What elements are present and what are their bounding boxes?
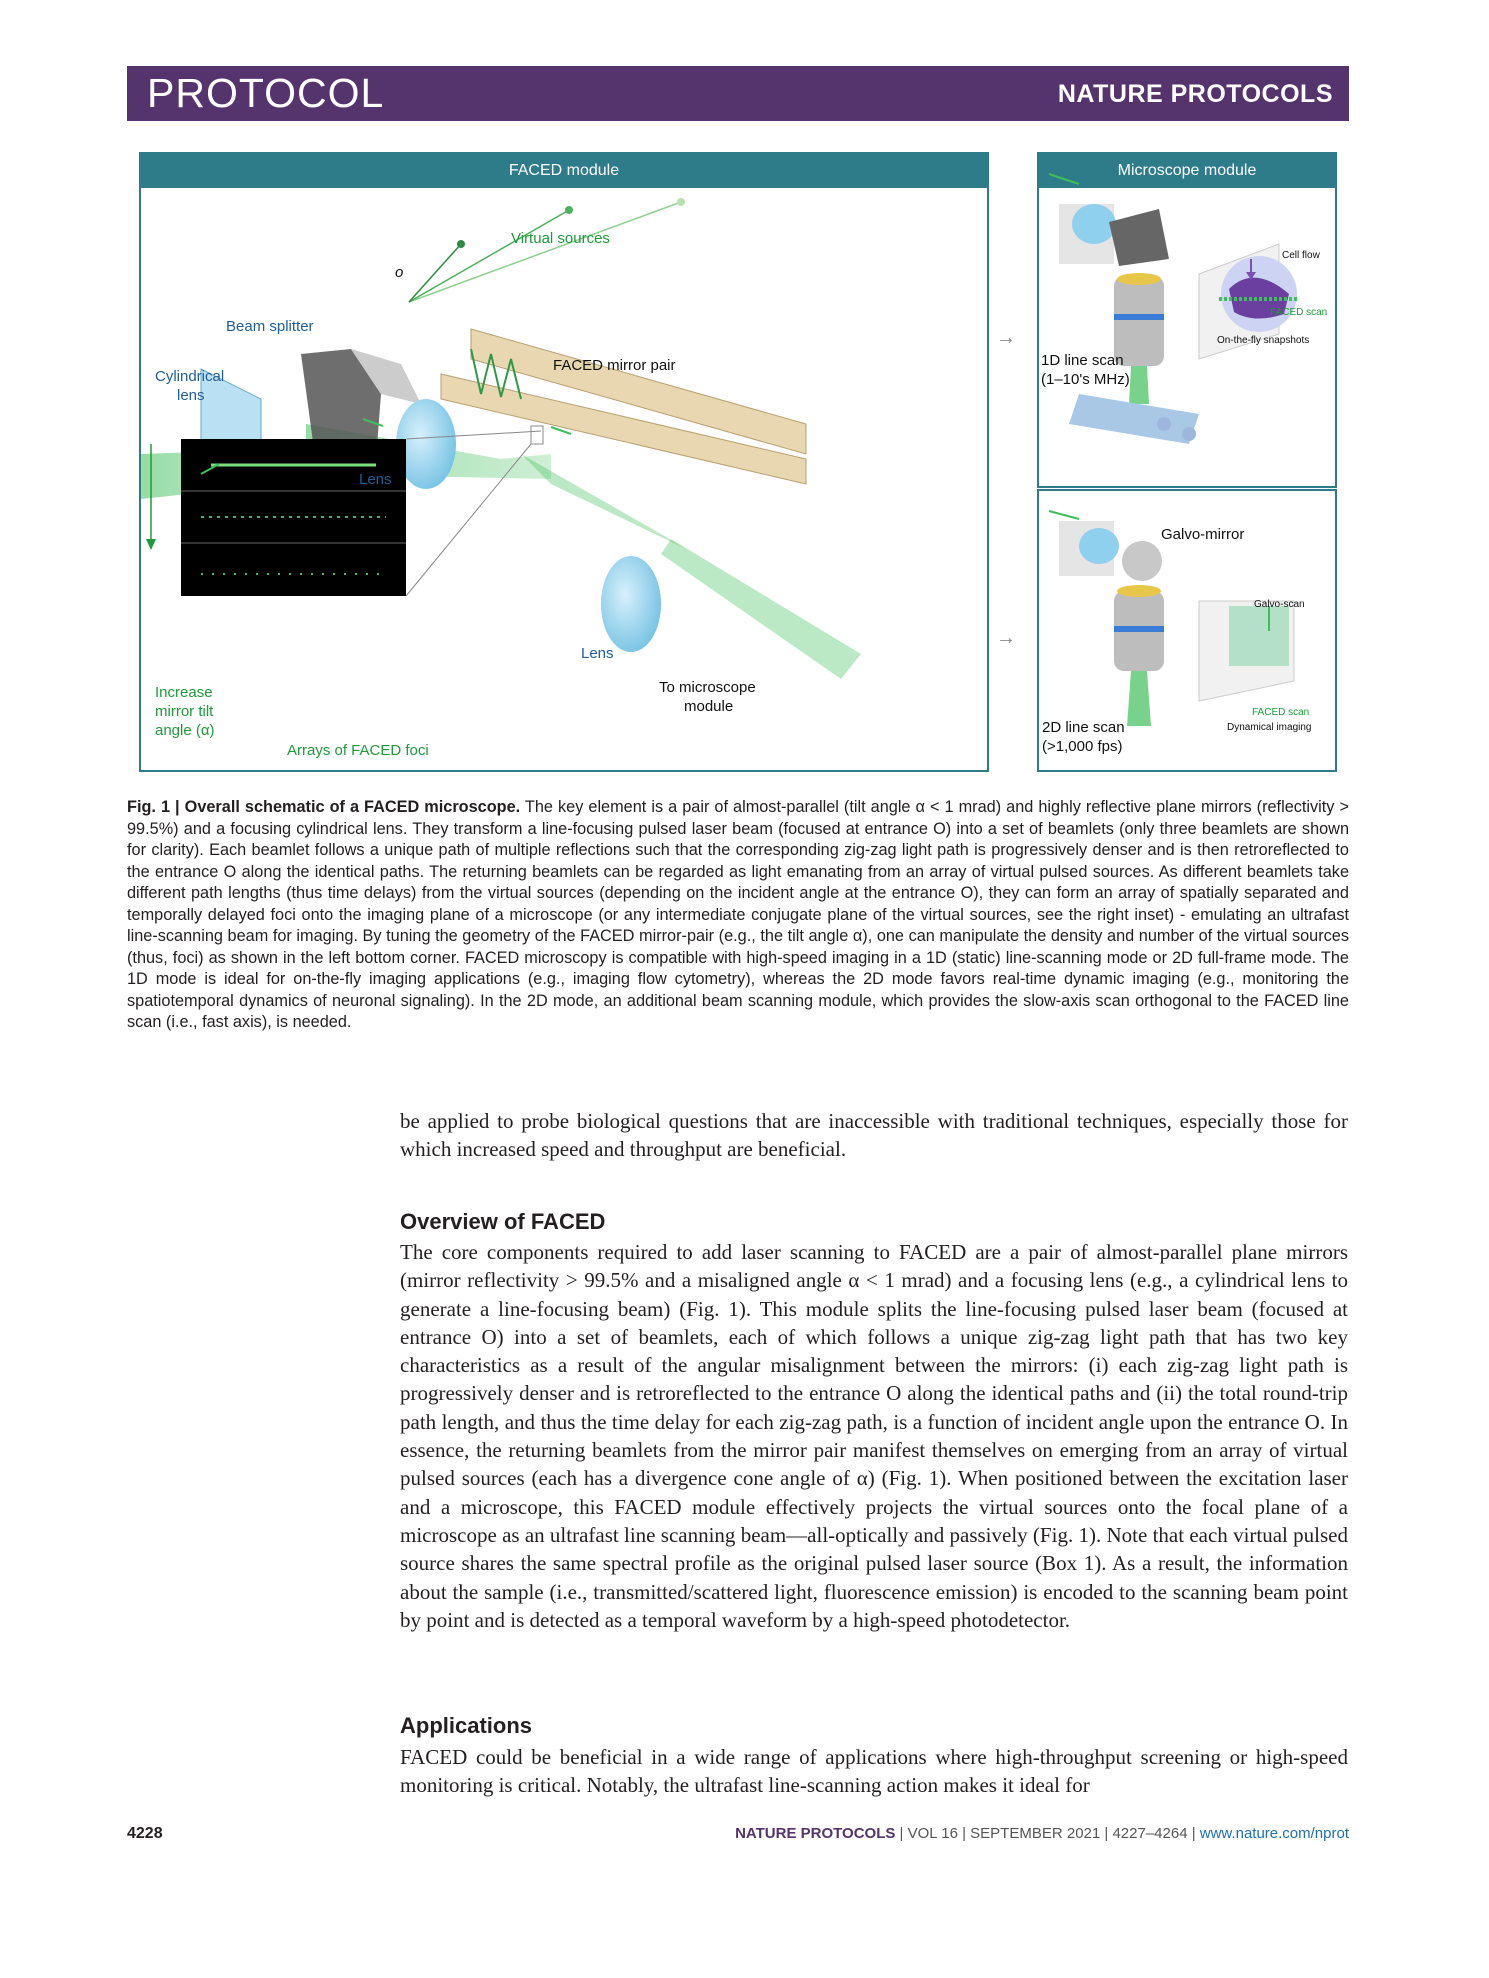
microscope-1d-panel (1037, 152, 1337, 488)
figure-caption (127, 797, 1349, 1034)
snapshots-label: On-the-fly snapshots (1217, 335, 1310, 346)
virtual-sources-label: Virtual sources (511, 230, 610, 247)
mode-1d-rate: (1–10's MHz) (1041, 371, 1130, 388)
footer-volume: | VOL 16 | SEPTEMBER 2021 | 4227–4264 | (895, 1825, 1200, 1842)
lens-2-label: Lens (581, 645, 614, 662)
foci-image (181, 439, 406, 596)
microscope-1d-drawing (1039, 154, 1335, 486)
article-type-label: PROTOCOL (147, 70, 385, 116)
mode-1d-label: 1D line scan (1041, 352, 1124, 369)
faced-module-panel (139, 152, 989, 772)
output-beam (661, 539, 861, 679)
foci-array-label: Arrays of FACED foci (287, 742, 429, 759)
increase-label-2: mirror tilt (155, 703, 214, 720)
increase-label-3: angle (α) (155, 722, 215, 739)
to-microscope-label-1: To microscope (659, 679, 756, 696)
faced-scan-label-2d: FACED scan (1252, 707, 1310, 718)
lens-2 (601, 556, 661, 652)
beam-splitter-label: Beam splitter (226, 318, 314, 335)
lens-1-label: Lens (359, 471, 392, 488)
figure-label: Fig. 1 | Overall schematic of a FACED microscope. (127, 798, 521, 816)
page-number: 4228 (127, 1825, 163, 1842)
mode-2d-label: 2D line scan (1042, 719, 1125, 736)
cell-flow-label: Cell flow (1282, 250, 1320, 261)
mode-2d-rate: (>1,000 fps) (1042, 738, 1123, 755)
dynamical-label: Dynamical imaging (1227, 722, 1312, 733)
arrow-icon: → (996, 627, 1016, 649)
applications-paragraph: FACED could be beneficial in a wide range of applications where high-throughput screening or high-speed monitoring is critical. Notably, the ultrafast line-scanning action makes it ideal for (400, 1745, 1348, 1798)
microscope-module-title: Microscope module (1039, 154, 1335, 188)
galvo-mirror (1122, 541, 1162, 581)
journal-banner (127, 66, 1349, 121)
cylindrical-lens-label-2: lens (177, 387, 205, 404)
overview-heading: Overview of FACED (400, 1209, 606, 1234)
overview-paragraph: The core components required to add laser scanning to FACED are a pair of almost-parallel plane mirrors (mirror reflectivity > 99.5% and a misaligned angle α < 1 mrad) and a focusing lens (e.g., a cylindrical lens to generate a line-focusing beam) (Fig. 1). This module splits the line-focusing pulsed laser beam (focused at entrance O) into a set of beamlets, each of which follows a unique zig-zag light path that has two key characteristics as a result of the angular misalignment between the mirrors: (i) each zig-zag light path is progressively denser and is retroreflected to the entrance O along the identical paths and (ii) the total round-trip path length, and thus the time delay for each zig-zag path, is a function of incident angle upon the entrance O. In essence, the returning beamlets from the mirror pair manifest themselves on emerging from an array of virtual pulsed sources (each has a divergence cone angle of α) (Fig. 1). When positioned between the excitation laser and a microscope, this FACED module effectively projects the virtual sources onto the focal plane of a microscope as an ultrafast line scanning beam—all-optically and passively (Fig. 1). Note that each virtual pulsed source shares the same spectral profile as the original pulsed laser source (Box 1). As a result, the information about the sample (i.e., transmitted/scattered light, fluorescence emission) is encoded to the scanning beam point by point and is detected as a temporal waveform by a high-speed photodetector. (400, 1240, 1348, 1632)
virtual-source-2 (565, 206, 573, 214)
applications-heading: Applications (400, 1713, 533, 1738)
footer-journal: NATURE PROTOCOLS (735, 1825, 896, 1842)
faced-scan-label: FACED scan (1270, 307, 1328, 318)
origin-label: o (395, 264, 404, 281)
focus-beam (521, 454, 686, 549)
footer-citation (735, 1825, 1349, 1842)
arrow-icon: → (996, 327, 1016, 349)
increase-label-1: Increase (155, 684, 213, 701)
galvo-scan-label: Galvo-scan (1254, 599, 1305, 610)
virtual-source-3 (677, 198, 685, 206)
galvo-scan-grid (1229, 606, 1289, 666)
mirror-pair-label: FACED mirror pair (553, 357, 676, 374)
to-microscope-label-2: module (684, 698, 734, 715)
faced-module-title: FACED module (141, 154, 987, 188)
journal-name: NATURE PROTOCOLS (1057, 80, 1333, 108)
caption-text: The key element is a pair of almost-parallel (tilt angle α < 1 mrad) and highly reflective plane mirrors (reflectivity > 99.5%) and a focusing cylindrical lens. They transform a line-focusing pulsed laser beam (focused at entrance O) into a set of beamlets (only three beamlets are shown for clarity). Each beamlet follows a unique path of multiple reflections such that the corresponding zig-zag light path is progressively denser and is then retroreflected to the entrance O along the identical paths. The returning beamlets can be regarded as light emanating from an array of virtual pulsed sources. As different beamlets take different path lengths (thus time delays) from the virtual sources (depending on the incident angle at the entrance O), they can form an array of spatially separated and temporally delayed foci onto the imaging plane of a microscope (or any intermediate conjugate plane of the virtual sources, see the right inset) - emulating an ultrafast line-scanning beam for imaging. By tuning the geometry of the FACED mirror-pair (e.g., the tilt angle α), one can manipulate the density and number of the virtual sources (thus, foci) as shown in the left bottom corner. FACED microscopy is compatible with high-speed imaging in a 1D (static) line-scanning mode or 2D full-frame mode. The 1D mode is ideal for on-the-fly imaging applications (e.g., imaging flow cytometry), whereas the 2D mode favors real-time dynamic imaging (e.g., monitoring the spatiotemporal dynamics of neuronal signaling). In the 2D mode, an additional beam scanning module, which provides the slow-axis scan orthogonal to the FACED line scan (i.e., fast axis), is needed. (127, 798, 1349, 1031)
footer-url[interactable]: www.nature.com/nprot (1199, 1825, 1349, 1842)
virtual-source-1 (457, 240, 465, 248)
galvo-mirror-label: Galvo-mirror (1161, 526, 1245, 543)
microscope-2d-panel (1037, 489, 1337, 772)
intro-paragraph: be applied to probe biological questions that are inaccessible with traditional techniques, especially those for which increased speed and throughput are beneficial. (400, 1109, 1348, 1162)
cylindrical-lens-label-1: Cylindrical (155, 368, 225, 385)
